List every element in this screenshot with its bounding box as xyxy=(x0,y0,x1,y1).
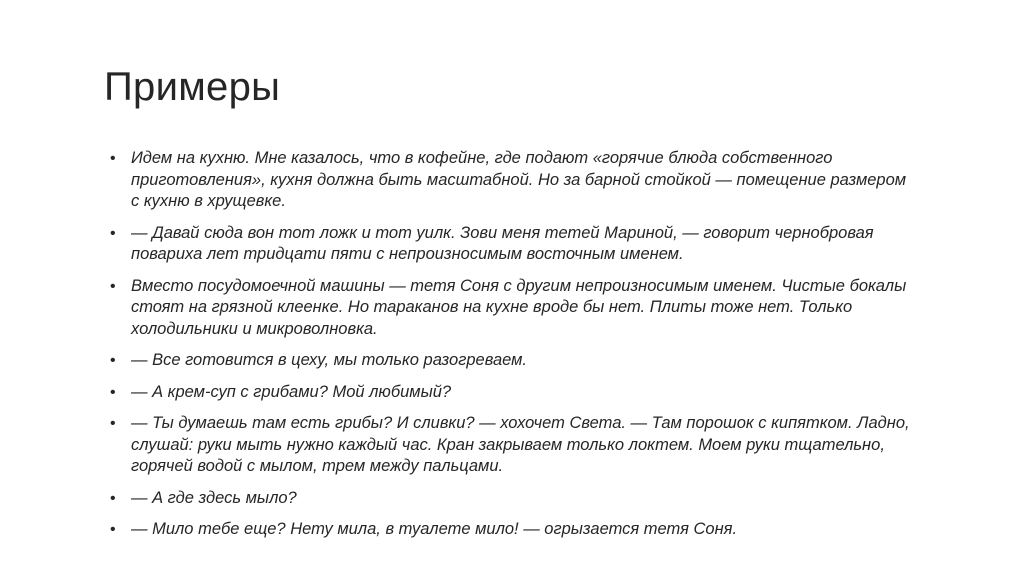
bullet-text: — Все готовится в цеху, мы только разогреваем. xyxy=(131,351,528,369)
slide-title: Примеры xyxy=(104,65,281,109)
bullet-text: — А крем-суп с грибами? Мой любимый? xyxy=(131,382,452,401)
bullet-dot-icon: • xyxy=(110,415,116,432)
bullet-text: — А где здесь мыло? xyxy=(131,488,297,507)
bullet-dot-icon: • xyxy=(110,489,116,507)
bullet-text: Вместо посудомоечной машины — тетя Соня с другим непроизносимым именем. Чистые бокалы стоят на грязной клеенке. Но тараканов на кухне вроде бы нет. Плиты тоже нет. Только холодильники и микроволновка. xyxy=(131,276,907,338)
bullet-dot-icon: • xyxy=(110,383,116,401)
bullet-item xyxy=(110,382,910,404)
bullet-item xyxy=(110,276,910,341)
bullet-text: — Давай сюда вон тот ложк и тот уилк. Зови меня тетей Мариной, — говорит чернобровая повариха лет тридцати пяти с непроизносимым восточным именем. xyxy=(131,223,874,263)
bullet-item xyxy=(110,413,910,478)
bullet-list xyxy=(110,148,910,551)
bullet-item xyxy=(110,223,910,266)
bullet-text: Идем на кухню. Мне казалось, что в кофейне, где подают «горячие блюда собственного приготовления», кухня должна быть масштабной. Но за барной стойкой — помещение размером с кухню в хрущевке. xyxy=(131,149,907,210)
bullet-dot-icon: • xyxy=(110,521,116,538)
bullet-item xyxy=(110,148,910,213)
bullet-dot-icon: • xyxy=(110,352,116,369)
bullet-dot-icon: • xyxy=(110,224,116,242)
bullet-text: — Мило тебе еще? Нету мила, в туалете мило! — огрызается тетя Соня. xyxy=(131,520,738,538)
bullet-item xyxy=(110,488,910,510)
bullet-dot-icon: • xyxy=(110,277,116,295)
bullet-item xyxy=(110,519,910,541)
bullet-item xyxy=(110,350,910,372)
bullet-text: — Ты думаешь там есть грибы? И сливки? — хохочет Света. — Там порошок с кипятком. Ладно, слушай: руки мыть нужно каждый час. Кран закрываем только локтем. Моем руки тщательно, горячей водой с мылом, трем между пальцами. xyxy=(131,414,910,475)
bullet-dot-icon: • xyxy=(110,150,116,167)
